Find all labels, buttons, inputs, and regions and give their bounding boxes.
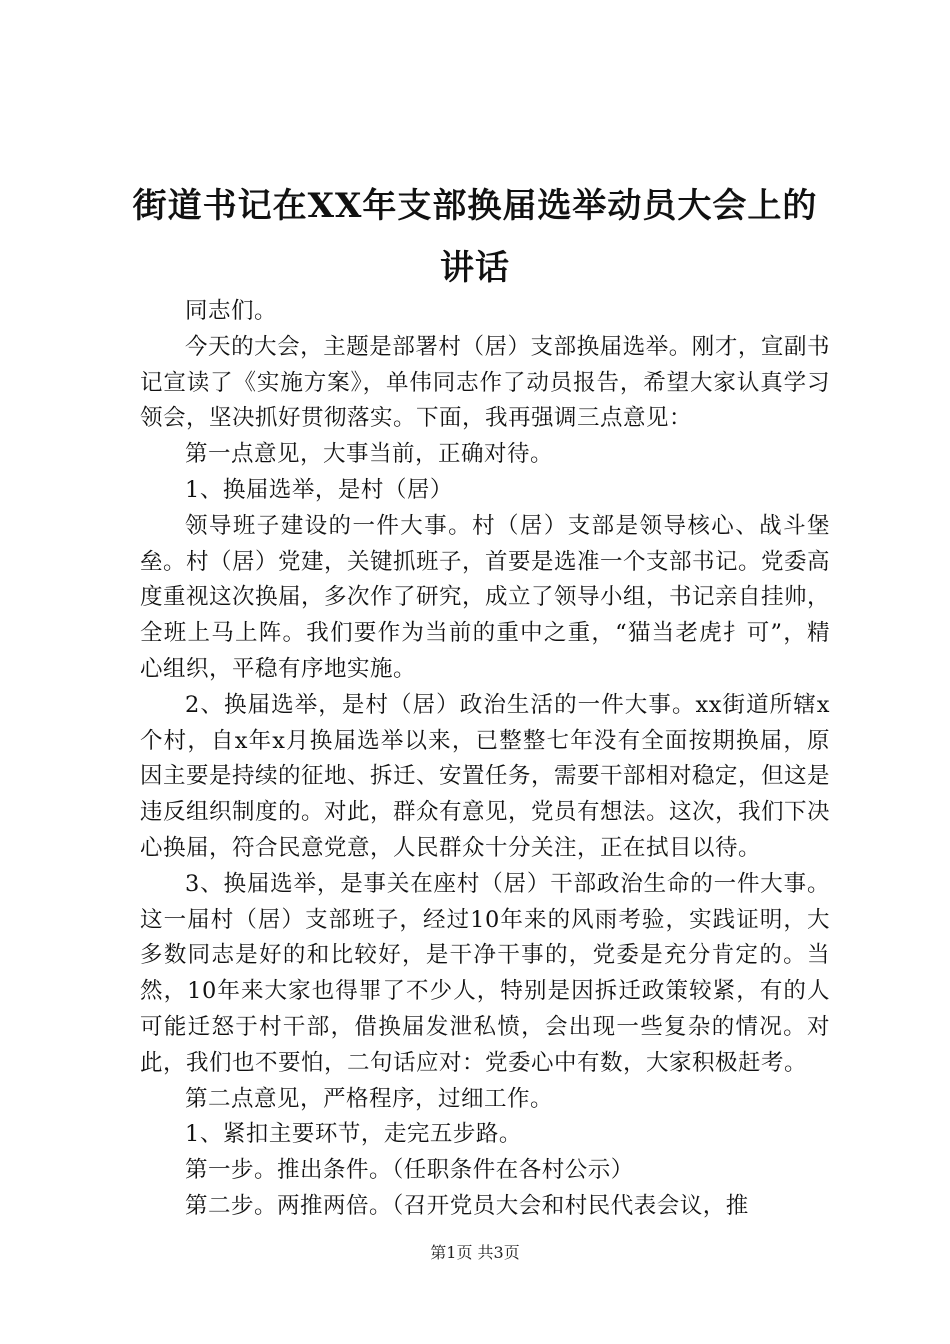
paragraph-point-two-heading: 第二点意见，严格程序，过细工作。 (185, 1085, 554, 1112)
paragraph-point-one-heading: 第一点意见，大事当前，正确对待。 (185, 441, 554, 468)
paragraph-step-one: 第一步。推出条件。（任职条件在各村公示） (185, 1157, 634, 1184)
paragraph-item-1-heading: 1、换届选举，是村（居） (185, 476, 453, 503)
page-footer: 第1页 共3页 (430, 1243, 520, 1262)
paragraph-item-2: 2、换届选举，是村（居）政治生活的一件大事。xx街道所辖x个村，自x年x月换届选举以来，已整整七年没有全面按期换届，原因主要是持续的征地、拆迁、安置任务，需要干部相对稳定，但这是违反组织制度的。对此，群众有意见，党员有想法。这次，我们下决心换届，符合民意党意，人民群众十分关注，正在拭目以待。 (140, 691, 831, 861)
paragraph-step-intro: 1、紧扣主要环节，走完五步路。 (185, 1121, 522, 1148)
document-title-line-2: 讲话 (440, 248, 510, 288)
paragraph-item-1-body: 领导班子建设的一件大事。村（居）支部是领导核心、战斗堡垒。村（居）党建，关键抓班子，首要是选准一个支部书记。党委高度重视这次换届，多次作了研究，成立了领导小组，书记亲自挂帅，全班上马上阵。我们要作为当前的重中之重，“猫当老虎扌可”，精心组织，平稳有序地实施。 (140, 512, 831, 682)
document-body (140, 294, 830, 1225)
paragraph-intro: 今天的大会，主题是部署村（居）支部换届选举。刚才，宣副书记宣读了《实施方案》，单伟同志作了动员报告，希望大家认真学习领会，坚决抓好贯彻落实。下面，我再强调三点意见： (140, 333, 830, 432)
paragraph-item-3: 3、换届选举，是事关在座村（居）干部政治生命的一件大事。这一届村（居）支部班子，经过10年来的风雨考验，实践证明，大多数同志是好的和比较好，是干净干事的，党委是充分肯定的。当然，10年来大家也得罪了不少人，特别是因拆迁政策较紧，有的人可能迁怒于村干部，借换届发泄私愤，会出现一些复杂的情况。对此，我们也不要怕，二句话应对：党委心中有数，大家积极赶考。 (140, 870, 830, 1076)
paragraph-greeting: 同志们。 (185, 298, 278, 324)
paragraph-step-two: 第二步。两推两倍。（召开党员大会和村民代表会议，推 (185, 1192, 749, 1219)
document-title-line-1: 街道书记在XX年支部换届选举动员大会上的 (132, 186, 818, 226)
